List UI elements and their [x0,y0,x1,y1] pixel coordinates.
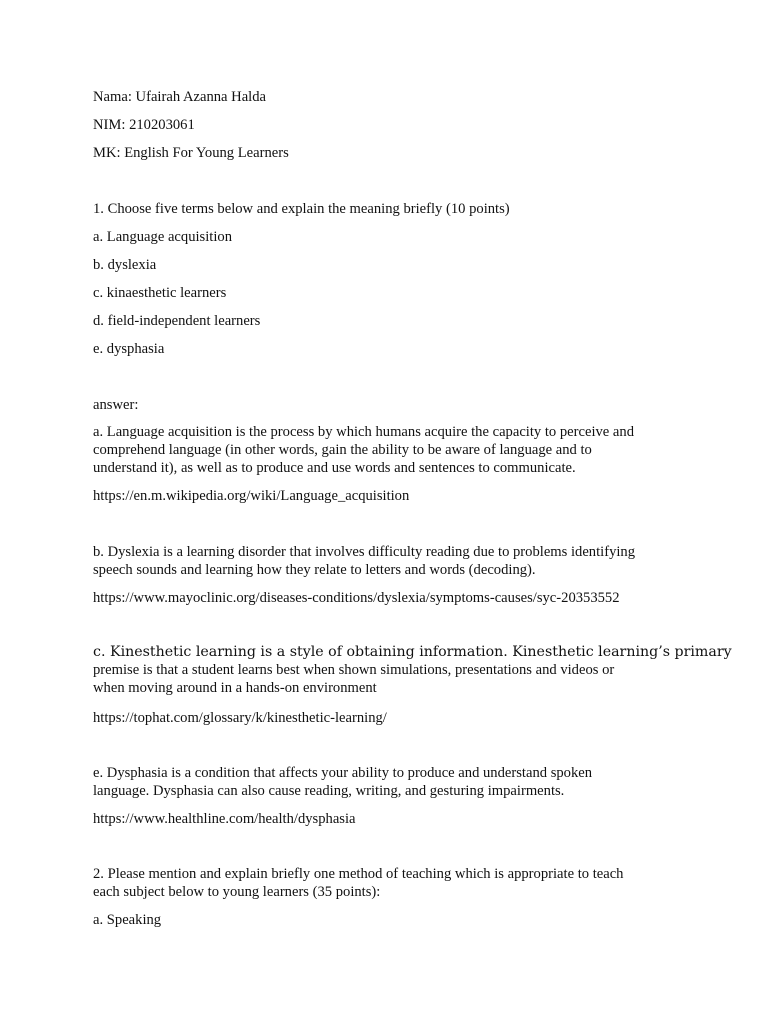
answer-c-line: when moving around in a hands-on environment [93,680,377,696]
question-1-prompt: 1. Choose five terms below and explain the meaning briefly (10 points) [93,201,510,217]
question-2-prompt [93,865,683,901]
answer-b-line: b. Dyslexia is a learning disorder that involves difficulty reading due to problems identifying [93,544,636,560]
answer-e-line: e. Dysphasia is a condition that affects your ability to produce and understand spoken [93,765,593,781]
question-2-item-a: a. Speaking [93,912,162,928]
answer-b-source-link[interactable]: https://www.mayoclinic.org/diseases-conditions/dyslexia/symptoms-causes/syc-20353552 [93,590,620,606]
answer-b [93,543,683,579]
question-2-line: each subject below to young learners (35 points): [93,884,381,900]
answer-c-line: premise is that a student learns best when shown simulations, presentations and videos or [93,662,615,678]
answer-label: answer: [93,397,139,413]
answer-b-line: speech sounds and learning how they relate to letters and words (decoding). [93,562,536,578]
student-nim: NIM: 210203061 [93,117,195,133]
term-d: d. field-independent learners [93,313,261,329]
answer-c [93,643,732,697]
term-a: a. Language acquisition [93,229,232,245]
term-e: e. dysphasia [93,341,165,357]
question-2-line: 2. Please mention and explain briefly one method of teaching which is appropriate to teach [93,866,624,882]
answer-a-source-link[interactable]: https://en.m.wikipedia.org/wiki/Language_acquisition [93,488,410,504]
answer-e [93,764,683,800]
answer-c-source-link[interactable]: https://tophat.com/glossary/k/kinesthetic-learning/ [93,710,387,726]
term-b: b. dyslexia [93,257,157,273]
answer-a-line: comprehend language (in other words, gain the ability to be aware of language and to [93,442,592,458]
answer-a [93,423,683,477]
answer-a-line: a. Language acquisition is the process by which humans acquire the capacity to perceive and [93,424,634,440]
answer-a-line: understand it), as well as to produce and use words and sentences to communicate. [93,460,576,476]
course-name: MK: English For Young Learners [93,145,289,161]
student-name: Nama: Ufairah Azanna Halda [93,89,267,105]
answer-c-line: c. Kinesthetic learning is a style of obtaining information. Kinesthetic learning’s primary [93,644,732,660]
answer-e-line: language. Dysphasia can also cause reading, writing, and gesturing impairments. [93,783,565,799]
term-c: c. kinaesthetic learners [93,285,227,301]
answer-e-source-link[interactable]: https://www.healthline.com/health/dysphasia [93,811,356,827]
